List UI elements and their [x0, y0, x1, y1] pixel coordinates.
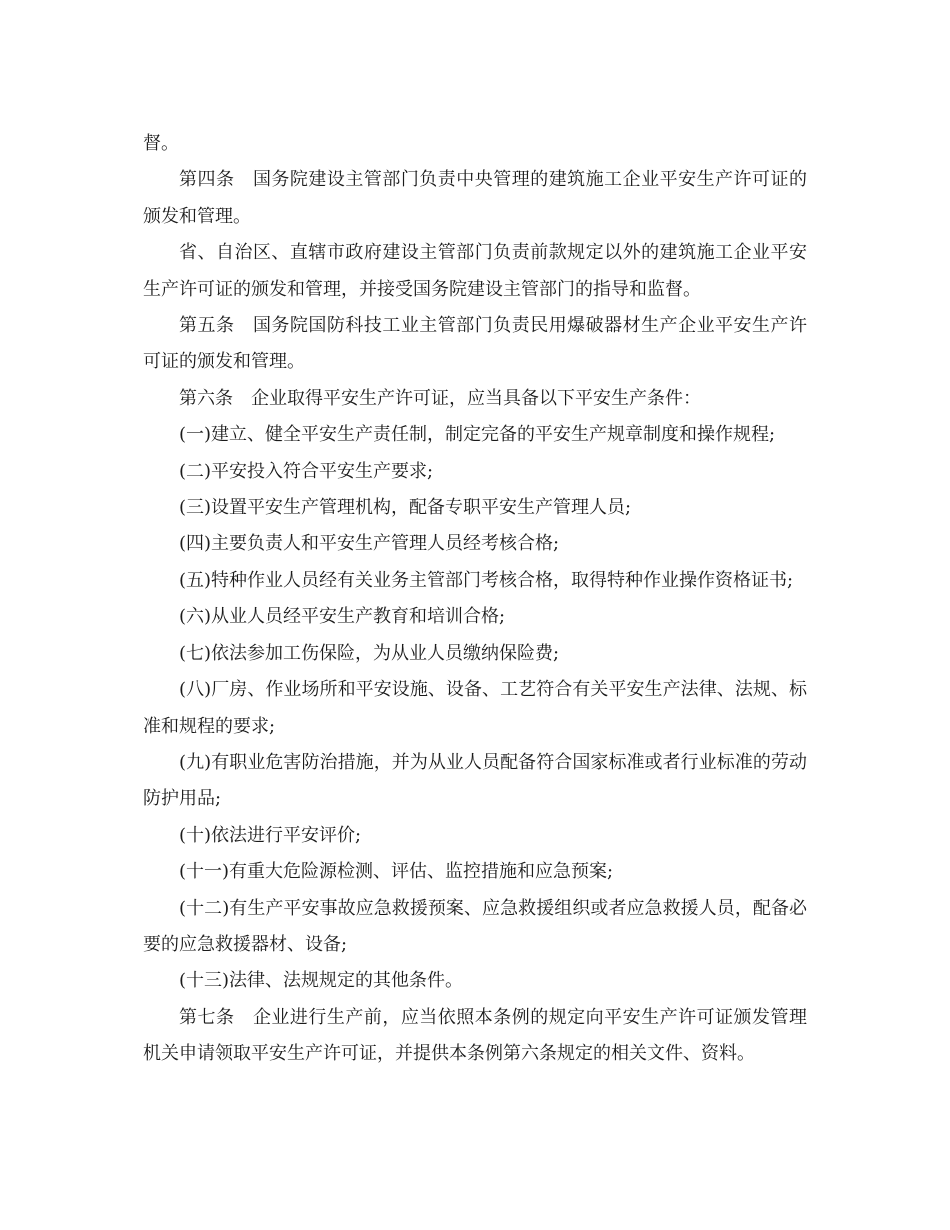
- condition-5: (五)特种作业人员经有关业务主管部门考核合格，取得特种作业操作资格证书;: [179, 569, 794, 591]
- article-4-para-2: 省、自治区、直辖市政府建设主管部门负责前款规定以外的建筑施工企业平安生产许可证的颁发和管理，并接受国务院建设主管部门的指导和监督。: [143, 242, 807, 300]
- article-4: 第四条 国务院建设主管部门负责中央管理的建筑施工企业平安生产许可证的颁发和管理。: [143, 169, 807, 227]
- condition-12: (十二)有生产平安事故应急救援预案、应急救援组织或者应急救援人员，配备必要的应急救援器材、设备;: [143, 897, 807, 955]
- condition-8: (八)厂房、作业场所和平安设施、设备、工艺符合有关平安生产法律、法规、标准和规程的要求;: [143, 679, 807, 737]
- article-5: 第五条 国务院国防科技工业主管部门负责民用爆破器材生产企业平安生产许可证的颁发和管理。: [143, 315, 807, 373]
- condition-9: (九)有职业危害防治措施，并为从业人员配备符合国家标准或者行业标准的劳动防护用品;: [143, 751, 807, 810]
- condition-7: (七)依法参加工伤保险，为从业人员缴纳保险费;: [179, 642, 560, 664]
- condition-11: (十一)有重大危险源检测、评估、监控措施和应急预案;: [179, 861, 614, 883]
- condition-13: (十三)法律、法规规定的其他条件。: [179, 970, 464, 992]
- condition-2: (二)平安投入符合平安生产要求;: [179, 460, 434, 482]
- condition-1: (一)建立、健全平安生产责任制，制定完备的平安生产规章制度和操作规程;: [179, 424, 776, 446]
- condition-10: (十)依法进行平安评价;: [179, 824, 362, 846]
- paragraph-continuation: 督。: [143, 133, 179, 154]
- document-body: [143, 126, 807, 1073]
- condition-3: (三)设置平安生产管理机构，配备专职平安生产管理人员;: [179, 497, 632, 519]
- article-7: 第七条 企业进行生产前，应当依照本条例的规定向平安生产许可证颁发管理机关申请领取平安生产许可证，并提供本条例第六条规定的相关文件、资料。: [143, 1006, 807, 1065]
- condition-4: (四)主要负责人和平安生产管理人员经考核合格;: [179, 533, 560, 555]
- article-6: 第六条 企业取得平安生产许可证，应当具备以下平安生产条件：: [179, 387, 701, 409]
- condition-6: (六)从业人员经平安生产教育和培训合格;: [179, 606, 506, 628]
